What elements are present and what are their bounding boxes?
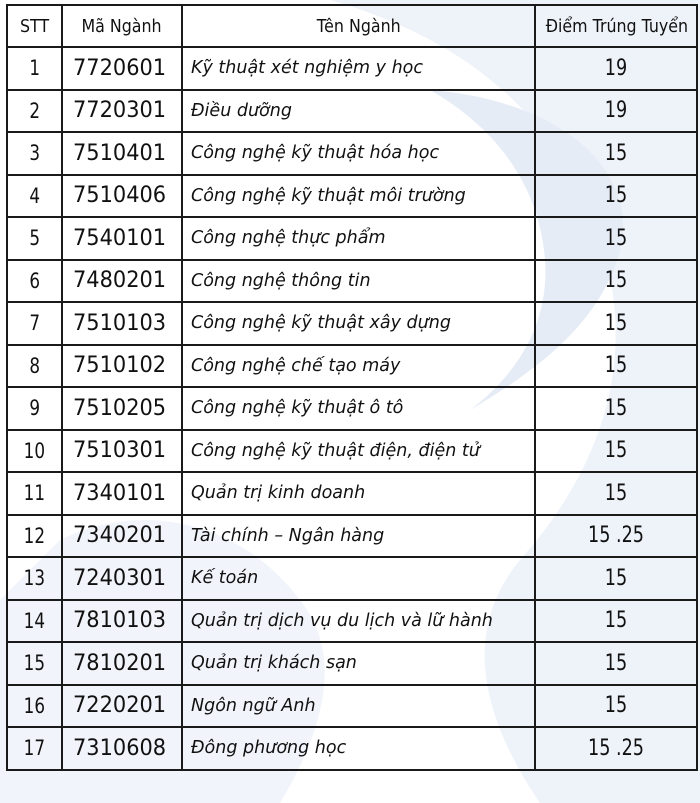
- row-stt: 1: [7, 47, 62, 90]
- table-row: [7, 260, 697, 303]
- row-stt: 14: [7, 600, 62, 643]
- table-row: [7, 515, 697, 558]
- row-score: 15: [535, 260, 697, 303]
- row-score: 15 .25: [535, 727, 697, 770]
- table-header-row: [7, 5, 697, 47]
- row-stt: 9: [7, 387, 62, 430]
- row-major-code: 7810103: [62, 600, 182, 643]
- row-major-code: 7720601: [62, 47, 182, 90]
- row-score: 15: [535, 600, 697, 643]
- row-major-name: Tài chính – Ngân hàng: [182, 515, 535, 558]
- table-row: [7, 217, 697, 260]
- row-major-name: Quản trị dịch vụ du lịch và lữ hành: [182, 600, 535, 643]
- header-score: Điểm Trúng Tuyển: [535, 5, 697, 47]
- row-stt: 7: [7, 302, 62, 345]
- admission-scores-table: [6, 4, 698, 771]
- row-score: 15: [535, 132, 697, 175]
- row-stt: 5: [7, 217, 62, 260]
- row-major-name: Công nghệ kỹ thuật ô tô: [182, 387, 535, 430]
- row-major-code: 7510406: [62, 175, 182, 218]
- row-score: 15: [535, 175, 697, 218]
- table-row: [7, 600, 697, 643]
- table-row: [7, 387, 697, 430]
- row-stt: 4: [7, 175, 62, 218]
- row-major-name: Kế toán: [182, 557, 535, 600]
- table-row: [7, 727, 697, 770]
- row-major-name: Công nghệ thông tin: [182, 260, 535, 303]
- row-major-code: 7240301: [62, 557, 182, 600]
- table-row: [7, 47, 697, 90]
- row-score: 15: [535, 217, 697, 260]
- row-major-name: Công nghệ kỹ thuật môi trường: [182, 175, 535, 218]
- row-score: 15: [535, 387, 697, 430]
- row-major-code: 7510102: [62, 345, 182, 388]
- row-major-name: Ngôn ngữ Anh: [182, 685, 535, 728]
- row-score: 15: [535, 472, 697, 515]
- row-major-code: 7480201: [62, 260, 182, 303]
- row-major-name: Kỹ thuật xét nghiệm y học: [182, 47, 535, 90]
- row-score: 15: [535, 557, 697, 600]
- row-major-name: Quản trị kinh doanh: [182, 472, 535, 515]
- row-major-code: 7510103: [62, 302, 182, 345]
- row-stt: 2: [7, 90, 62, 133]
- table-body: [7, 47, 697, 770]
- table-row: [7, 557, 697, 600]
- row-major-code: 7810201: [62, 642, 182, 685]
- row-stt: 3: [7, 132, 62, 175]
- table-row: [7, 685, 697, 728]
- row-major-code: 7510301: [62, 430, 182, 473]
- table-row: [7, 132, 697, 175]
- row-stt: 10: [7, 430, 62, 473]
- header-name: Tên Ngành: [182, 5, 535, 47]
- row-stt: 8: [7, 345, 62, 388]
- row-score: 19: [535, 90, 697, 133]
- row-major-name: Công nghệ kỹ thuật điện, điện tử: [182, 430, 535, 473]
- row-major-name: Quản trị khách sạn: [182, 642, 535, 685]
- row-score: 15: [535, 302, 697, 345]
- header-code: Mã Ngành: [62, 5, 182, 47]
- row-major-code: 7220201: [62, 685, 182, 728]
- row-major-code: 7340201: [62, 515, 182, 558]
- row-stt: 17: [7, 727, 62, 770]
- row-major-code: 7540101: [62, 217, 182, 260]
- row-score: 15: [535, 642, 697, 685]
- row-score: 15: [535, 685, 697, 728]
- row-stt: 6: [7, 260, 62, 303]
- row-major-code: 7720301: [62, 90, 182, 133]
- row-stt: 13: [7, 557, 62, 600]
- row-major-name: Công nghệ kỹ thuật hóa học: [182, 132, 535, 175]
- row-major-name: Công nghệ thực phẩm: [182, 217, 535, 260]
- header-stt: STT: [7, 5, 62, 47]
- table-row: [7, 302, 697, 345]
- table-row: [7, 472, 697, 515]
- row-score: 15 .25: [535, 515, 697, 558]
- row-score: 19: [535, 47, 697, 90]
- row-major-name: Công nghệ kỹ thuật xây dựng: [182, 302, 535, 345]
- row-major-name: Điều dưỡng: [182, 90, 535, 133]
- row-stt: 16: [7, 685, 62, 728]
- table-row: [7, 345, 697, 388]
- row-major-name: Công nghệ chế tạo máy: [182, 345, 535, 388]
- row-major-code: 7510205: [62, 387, 182, 430]
- row-stt: 12: [7, 515, 62, 558]
- row-major-code: 7310608: [62, 727, 182, 770]
- table-row: [7, 175, 697, 218]
- row-score: 15: [535, 345, 697, 388]
- table-row: [7, 642, 697, 685]
- row-score: 15: [535, 430, 697, 473]
- row-major-name: Đông phương học: [182, 727, 535, 770]
- table-row: [7, 430, 697, 473]
- row-major-code: 7340101: [62, 472, 182, 515]
- table-row: [7, 90, 697, 133]
- row-stt: 15: [7, 642, 62, 685]
- row-major-code: 7510401: [62, 132, 182, 175]
- row-stt: 11: [7, 472, 62, 515]
